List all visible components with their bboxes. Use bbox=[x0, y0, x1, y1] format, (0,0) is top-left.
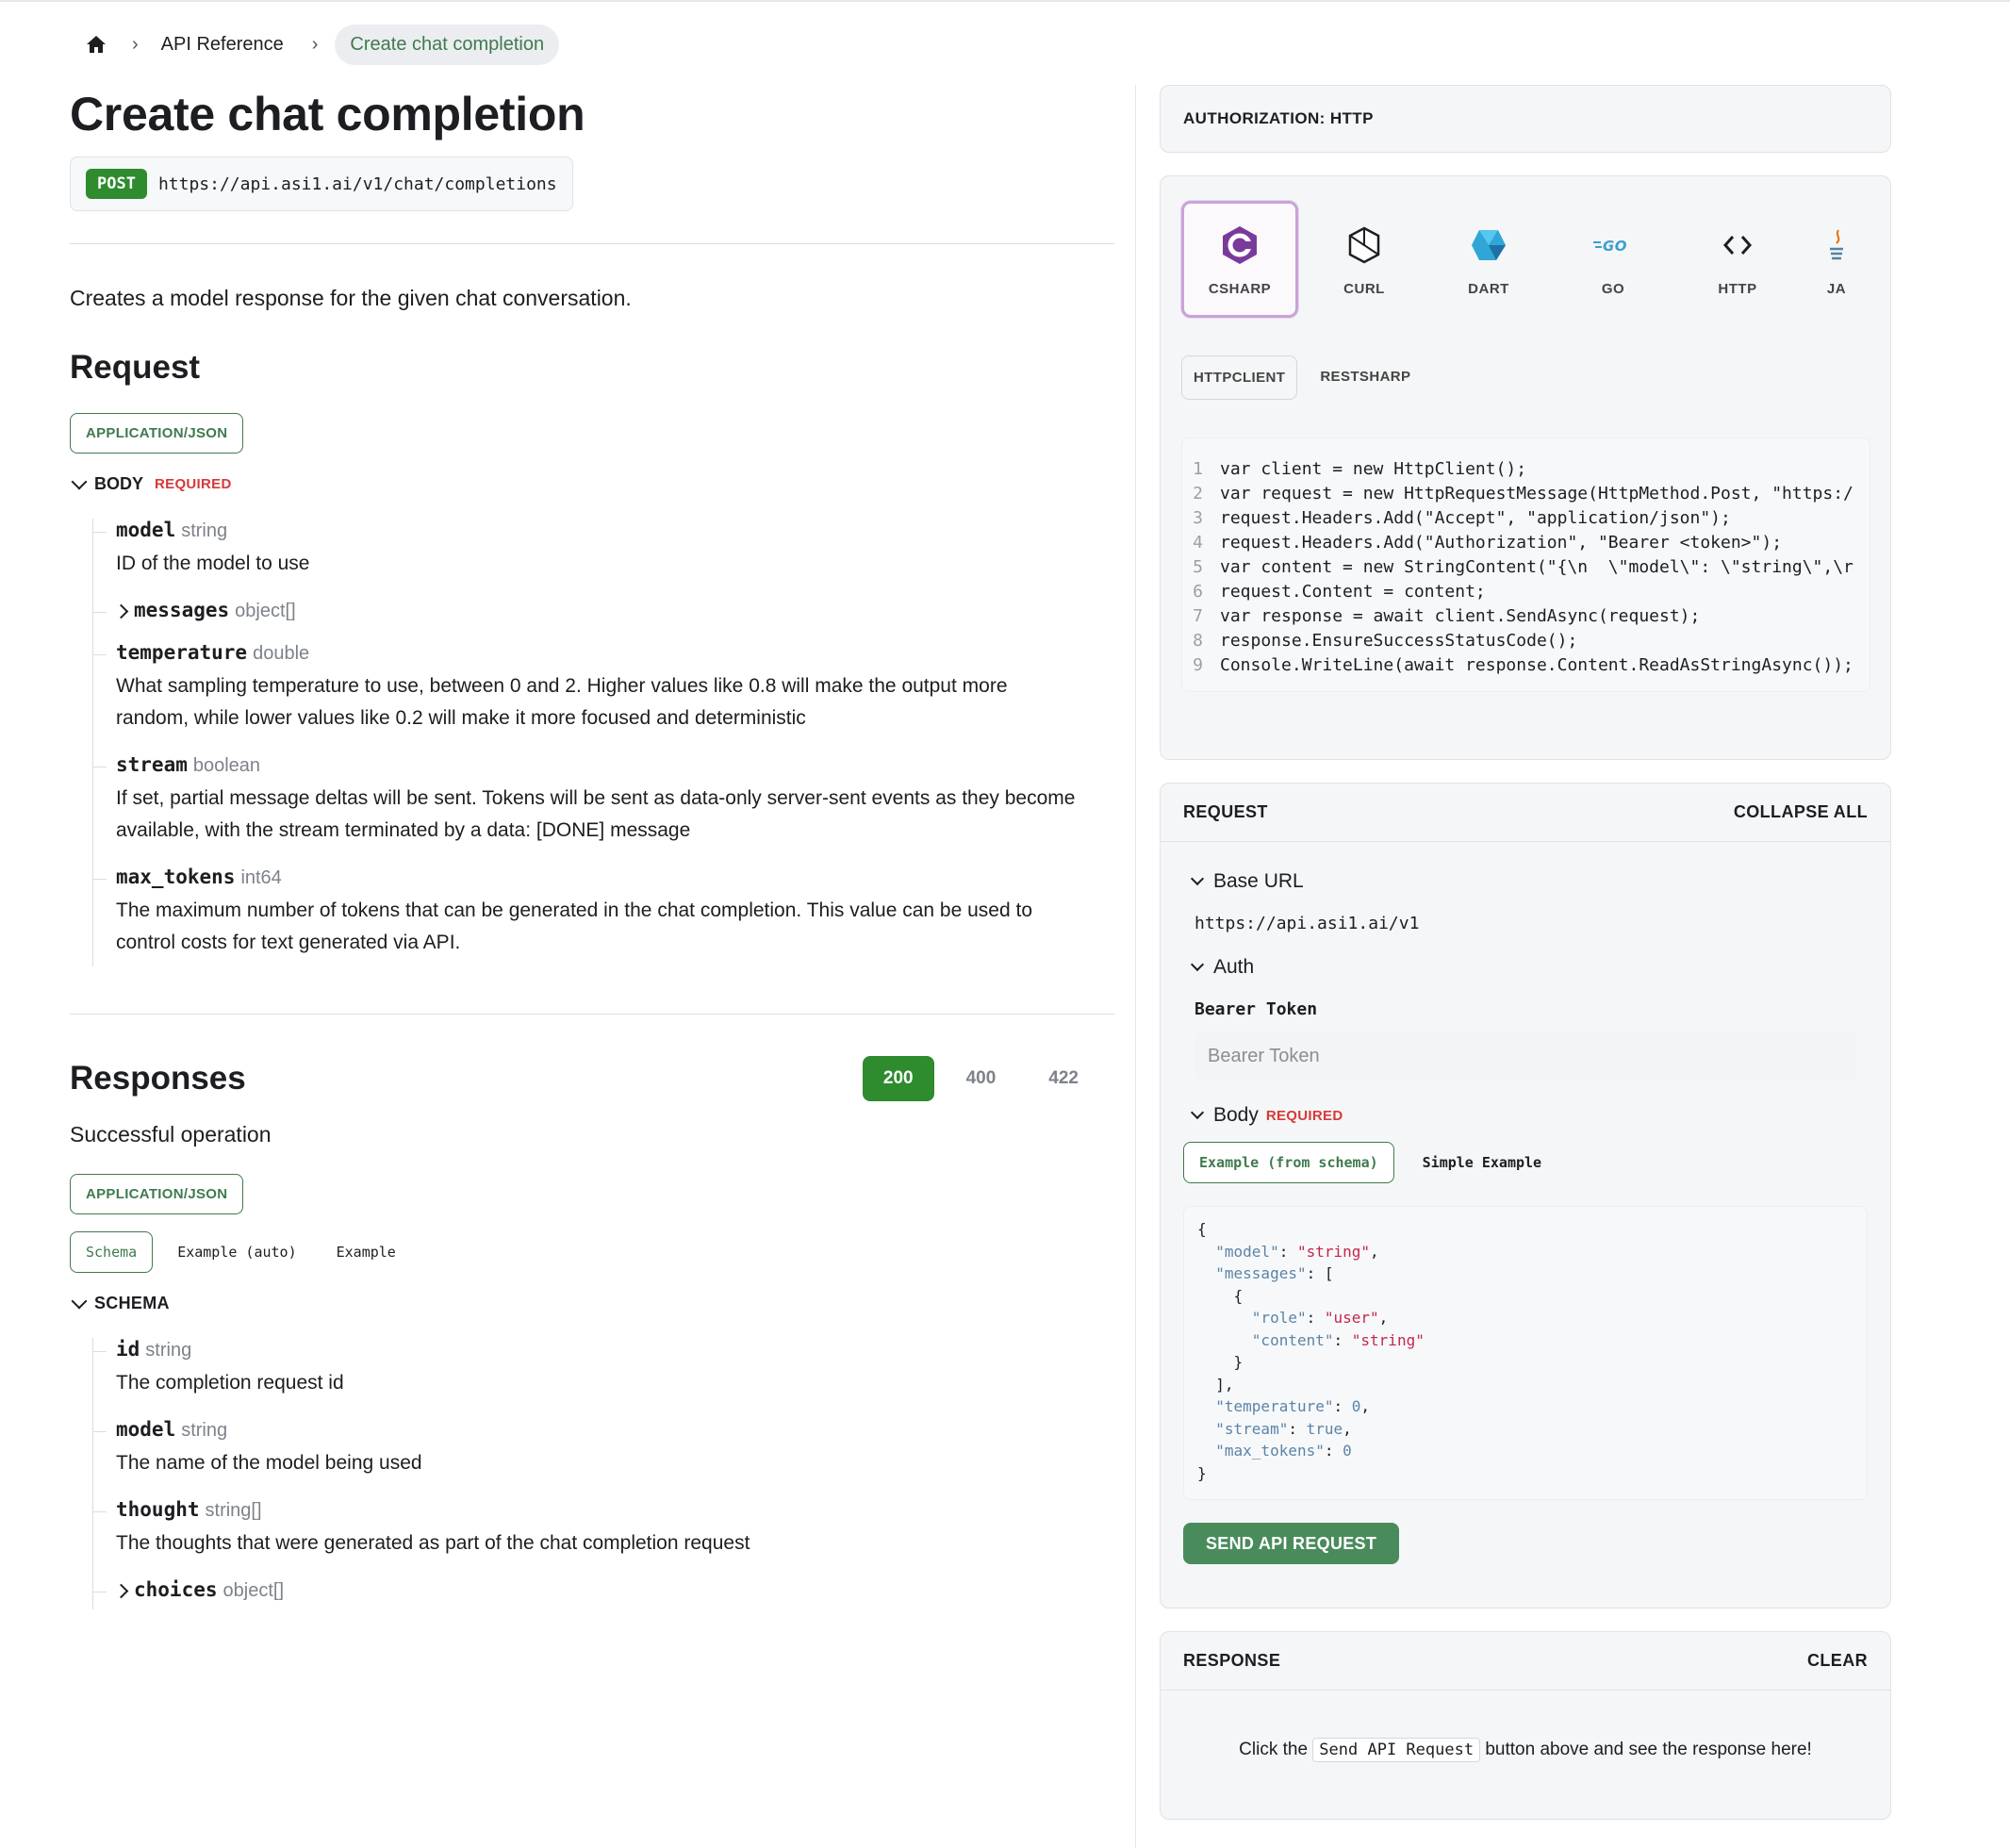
json-temperature-value: 0 bbox=[1351, 1397, 1361, 1415]
param-model bbox=[116, 519, 1114, 580]
bearer-token-input[interactable] bbox=[1194, 1032, 1856, 1080]
request-params bbox=[92, 519, 1114, 966]
json-role-value: user bbox=[1333, 1309, 1371, 1327]
lang-label: GO bbox=[1601, 280, 1625, 297]
request-content-type[interactable]: APPLICATION/JSON bbox=[70, 413, 243, 454]
status-code-tabs bbox=[863, 1056, 1099, 1101]
response-placeholder bbox=[1161, 1740, 1890, 1760]
status-tab-400[interactable]: 400 bbox=[965, 1068, 997, 1088]
response-panel-title: RESPONSE bbox=[1183, 1651, 1281, 1670]
code-line: 4 request.Headers.Add("Authorization", "Bearer <token>"); bbox=[1193, 533, 1783, 553]
status-tab-200[interactable]: 200 bbox=[863, 1056, 934, 1101]
lang-tab-dart[interactable] bbox=[1430, 201, 1547, 318]
code-line: 9 Console.WriteLine(await response.Content.ReadAsStringAsync()); bbox=[1193, 655, 1853, 675]
response-panel bbox=[1160, 1631, 1891, 1820]
lang-label: DART bbox=[1468, 280, 1509, 297]
tab-example[interactable]: Example bbox=[336, 1244, 396, 1261]
divider bbox=[70, 243, 1114, 244]
authorization-card bbox=[1160, 85, 1891, 153]
code-sample bbox=[1181, 437, 1870, 692]
field-desc: The name of the model being used bbox=[116, 1452, 422, 1474]
curl-icon bbox=[1347, 223, 1381, 268]
param-name: temperature bbox=[116, 641, 248, 664]
svg-text:GO: GO bbox=[1603, 237, 1628, 255]
page-title: Create chat completion bbox=[70, 88, 585, 140]
breadcrumb-api-reference[interactable]: API Reference bbox=[160, 33, 284, 55]
lang-label: JA bbox=[1826, 280, 1847, 297]
request-heading: Request bbox=[70, 349, 201, 386]
json-stream-value: true bbox=[1306, 1419, 1343, 1438]
endpoint-url: https://api.asi1.ai/v1/chat/completions bbox=[157, 173, 557, 194]
field-choices[interactable] bbox=[116, 1578, 1114, 1602]
chevron-down-icon bbox=[72, 1293, 88, 1309]
param-name: model bbox=[116, 519, 176, 541]
bearer-token-label: Bearer Token bbox=[1194, 999, 1318, 1019]
chevron-down-icon bbox=[1191, 958, 1204, 971]
response-msg-text: button above and see the response here! bbox=[1485, 1740, 1812, 1759]
response-msg-code: Send API Request bbox=[1312, 1738, 1480, 1762]
required-badge: REQUIRED bbox=[155, 476, 232, 492]
column-divider bbox=[1135, 85, 1136, 1848]
collapse-all-button[interactable]: COLLAPSE ALL bbox=[1733, 802, 1868, 821]
method-badge: POST bbox=[86, 169, 147, 199]
request-panel-header bbox=[1161, 784, 1890, 842]
language-tabs bbox=[1181, 201, 1891, 318]
code-line: 6 request.Content = content; bbox=[1193, 582, 1486, 602]
chevron-right-icon: › bbox=[311, 33, 319, 55]
code-line: 1 var client = new HttpClient(); bbox=[1193, 459, 1527, 479]
lang-label: CURL bbox=[1343, 280, 1385, 297]
endpoint-box bbox=[70, 157, 573, 211]
field-name: model bbox=[116, 1418, 176, 1441]
body-toggle[interactable] bbox=[1189, 1104, 1890, 1127]
body-toggle[interactable] bbox=[70, 474, 1114, 494]
request-panel-title: REQUEST bbox=[1183, 802, 1268, 821]
breadcrumb bbox=[83, 23, 559, 66]
chevron-down-icon bbox=[72, 473, 88, 489]
param-name: max_tokens bbox=[116, 866, 236, 888]
java-icon bbox=[1827, 223, 1846, 268]
breadcrumb-current[interactable]: Create chat completion bbox=[335, 25, 559, 65]
tab-schema[interactable]: Schema bbox=[70, 1231, 153, 1273]
status-tab-422[interactable]: 422 bbox=[1048, 1068, 1079, 1088]
param-type: double bbox=[253, 643, 310, 664]
field-type: string bbox=[145, 1340, 192, 1361]
code-line: 5 var content = new StringContent("{\n \"model\": \"string\",\r bbox=[1193, 557, 1853, 577]
body-example-tabs bbox=[1183, 1142, 1890, 1183]
chevron-right-icon: › bbox=[132, 33, 139, 55]
field-desc: The thoughts that were generated as part of the chat completion request bbox=[116, 1532, 750, 1554]
auth-label: Auth bbox=[1213, 956, 1255, 978]
body-label: BODY bbox=[94, 474, 144, 493]
base-url-label: Base URL bbox=[1213, 870, 1304, 892]
field-name: choices bbox=[134, 1578, 218, 1601]
response-msg-text: Click the bbox=[1239, 1740, 1309, 1759]
lang-label: HTTP bbox=[1718, 280, 1757, 297]
param-desc: The maximum number of tokens that can be generated in the chat completion. This value can be used to control costs for text generated via API. bbox=[116, 899, 1033, 953]
request-panel bbox=[1160, 783, 1891, 1609]
tab-simple-example[interactable]: Simple Example bbox=[1422, 1154, 1542, 1171]
code-brackets-icon bbox=[1722, 223, 1753, 268]
response-fields bbox=[92, 1338, 1114, 1609]
auth-toggle[interactable] bbox=[1189, 956, 1890, 979]
dart-icon bbox=[1470, 223, 1508, 268]
library-tabs bbox=[1181, 355, 1870, 400]
csharp-icon bbox=[1222, 223, 1258, 268]
response-status-text: Successful operation bbox=[70, 1122, 272, 1147]
json-content-value: string bbox=[1360, 1330, 1416, 1349]
field-thought bbox=[116, 1498, 1114, 1559]
responses-heading: Responses bbox=[70, 1060, 246, 1097]
responses-header bbox=[70, 1056, 1114, 1101]
field-name: id bbox=[116, 1338, 140, 1361]
tab-example-auto[interactable]: Example (auto) bbox=[177, 1244, 297, 1261]
lang-tab-go[interactable] bbox=[1555, 201, 1672, 318]
go-icon bbox=[1593, 223, 1633, 268]
lang-tab-http[interactable] bbox=[1679, 201, 1796, 318]
field-id bbox=[116, 1338, 1114, 1399]
page-description: Creates a model response for the given chat conversation. bbox=[70, 286, 632, 310]
home-icon[interactable] bbox=[83, 31, 109, 58]
code-samples-card bbox=[1160, 175, 1891, 760]
param-max-tokens bbox=[116, 866, 1114, 959]
base-url-toggle[interactable] bbox=[1189, 870, 1890, 893]
param-desc: If set, partial message deltas will be sent. Tokens will be sent as data-only server-sent events as they become available, with the stream terminated by a data: [DONE] message bbox=[116, 787, 1076, 841]
param-type: boolean bbox=[192, 755, 261, 776]
param-type: int64 bbox=[240, 867, 282, 888]
code-line: 3 request.Headers.Add("Accept", "application/json"); bbox=[1193, 508, 1731, 528]
lang-tab-curl[interactable] bbox=[1306, 201, 1423, 318]
side-panel bbox=[1160, 85, 1891, 1820]
json-max-tokens-value: 0 bbox=[1343, 1442, 1352, 1460]
schema-toggle[interactable] bbox=[70, 1294, 1114, 1313]
chevron-down-icon bbox=[1191, 1106, 1204, 1119]
lib-tab-restsharp[interactable]: RESTSHARP bbox=[1320, 369, 1411, 385]
json-model-value: string bbox=[1306, 1242, 1361, 1261]
schema-label: SCHEMA bbox=[94, 1294, 170, 1312]
lang-label: CSHARP bbox=[1208, 280, 1272, 297]
lang-tab-csharp[interactable] bbox=[1181, 201, 1298, 318]
field-model bbox=[116, 1418, 1114, 1479]
required-badge: REQUIRED bbox=[1265, 1107, 1343, 1124]
field-type: object[] bbox=[222, 1580, 284, 1601]
authorization-title: AUTHORIZATION: HTTP bbox=[1183, 109, 1374, 127]
param-type: object[] bbox=[235, 601, 296, 621]
chevron-down-icon bbox=[1191, 872, 1204, 885]
code-line: 2 var request = new HttpRequestMessage(HttpMethod.Post, "https:/ bbox=[1193, 484, 1853, 503]
send-api-request-button[interactable]: SEND API REQUEST bbox=[1183, 1523, 1399, 1564]
clear-button[interactable]: CLEAR bbox=[1807, 1651, 1868, 1670]
request-body-editor[interactable]: { "model": "string", "messages": [ { "role": "user", "content": "string" } ], "temperature": 0, "stream": true, "max_tokens": 0 } bbox=[1183, 1206, 1868, 1500]
field-type: string bbox=[181, 1420, 228, 1441]
param-desc: What sampling temperature to use, between 0 and 2. Higher values like 0.8 will make the output more random, while lower values like 0.2 will make it more focused and deterministic bbox=[116, 675, 1008, 729]
response-panel-header bbox=[1161, 1632, 1890, 1691]
code-line: 8 response.EnsureSuccessStatusCode(); bbox=[1193, 631, 1578, 651]
chevron-right-icon bbox=[114, 1584, 129, 1599]
param-type: string bbox=[181, 520, 228, 541]
param-messages[interactable] bbox=[116, 599, 1114, 622]
tab-example-from-schema[interactable]: Example (from schema) bbox=[1183, 1142, 1394, 1183]
chevron-right-icon bbox=[114, 604, 129, 619]
divider bbox=[70, 1014, 1114, 1015]
response-view-tabs bbox=[70, 1231, 1114, 1273]
param-stream bbox=[116, 753, 1114, 847]
param-desc: ID of the model to use bbox=[116, 553, 310, 574]
param-temperature bbox=[116, 641, 1114, 734]
main-content bbox=[70, 75, 1114, 1609]
body-label: Body bbox=[1213, 1104, 1259, 1126]
field-desc: The completion request id bbox=[116, 1372, 344, 1394]
param-name: stream bbox=[116, 753, 188, 776]
lib-tab-httpclient[interactable]: HTTPCLIENT bbox=[1181, 355, 1297, 400]
base-url-value: https://api.asi1.ai/v1 bbox=[1194, 914, 1420, 933]
response-content-type[interactable]: APPLICATION/JSON bbox=[70, 1174, 243, 1214]
code-line: 7 var response = await client.SendAsync(request); bbox=[1193, 606, 1701, 626]
lang-tab-java[interactable] bbox=[1804, 201, 1870, 318]
field-type: string[] bbox=[205, 1500, 262, 1521]
param-name: messages bbox=[134, 599, 230, 621]
field-name: thought bbox=[116, 1498, 200, 1521]
